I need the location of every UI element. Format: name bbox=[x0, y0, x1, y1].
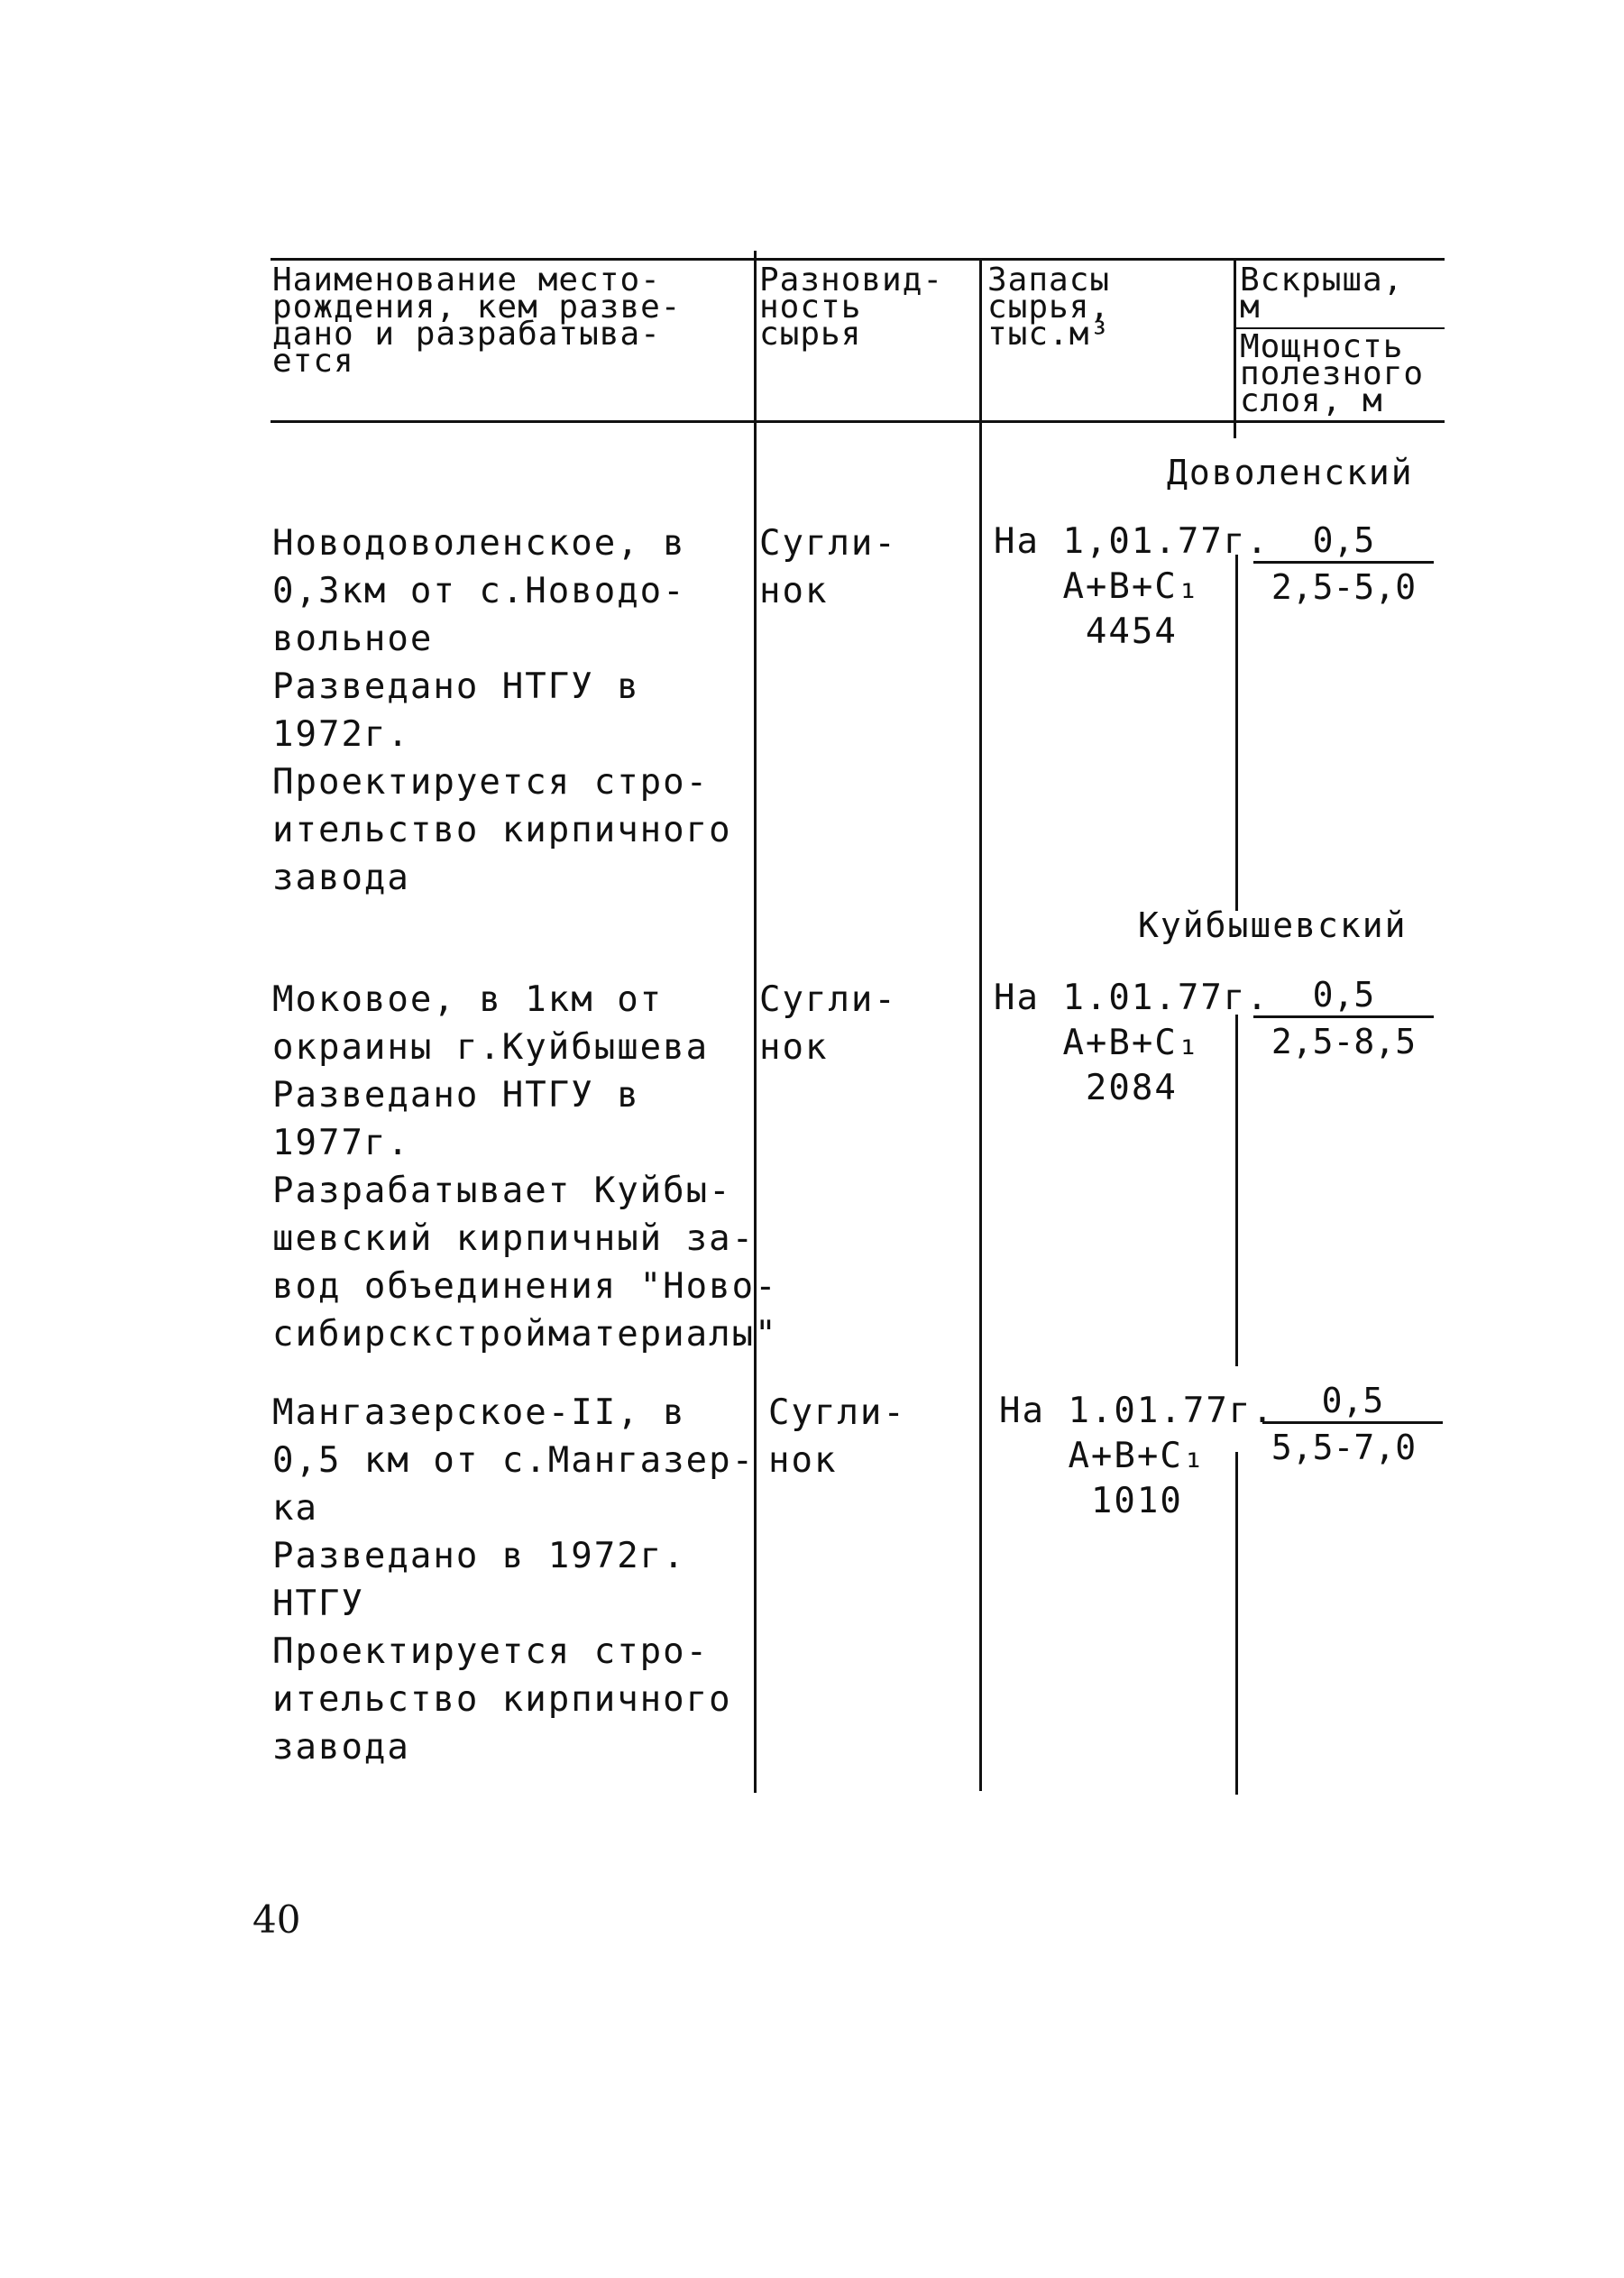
overburden-value: 0,5 bbox=[1253, 978, 1434, 1018]
page-number: 40 bbox=[252, 1897, 301, 1942]
overburden-value: 0,5 bbox=[1262, 1383, 1443, 1424]
header-layer-thickness: Мощность полезного слоя, м bbox=[1240, 328, 1425, 419]
overburden-value: 0,5 bbox=[1253, 523, 1434, 564]
header-material-type: Разновид- ность сырья bbox=[759, 262, 944, 353]
deposit-description: Моковое, в 1км от окраины г.Куйбышева Разведано НТГУ в 1977г. Разрабатывает Куйбы- шевский кирпичный за- вод объединения "Ново- сибирскстройматериалы" bbox=[272, 979, 778, 1355]
material-type: Сугли- нок bbox=[768, 1392, 906, 1481]
material-type: Сугли- нок bbox=[759, 523, 897, 611]
header-deposit-name: Наименование место- рождения, кем разве- дано и разрабатыва- ется bbox=[272, 262, 682, 380]
reserves-value: На 1,01.77г. A+B+C₁ 4454 bbox=[994, 521, 1270, 652]
header-reserves: Запасы сырья, тыс.м³ bbox=[987, 262, 1111, 353]
district-heading: Куйбышевский bbox=[1138, 905, 1408, 945]
layer-thickness-value: 2,5-8,5 bbox=[1271, 1022, 1417, 1061]
layer-thickness-value: 2,5-5,0 bbox=[1271, 567, 1417, 607]
table-top-rule bbox=[271, 258, 1445, 261]
layer-thickness-value: 5,5-7,0 bbox=[1271, 1428, 1417, 1467]
header-col-divider-2 bbox=[979, 258, 982, 1791]
reserves-value: На 1.01.77г. A+B+C₁ 1010 bbox=[999, 1391, 1275, 1521]
material-type: Сугли- нок bbox=[759, 979, 897, 1068]
header-overburden: Вскрыша, м bbox=[1240, 262, 1404, 326]
reserves-value: На 1.01.77г. A+B+C₁ 2084 bbox=[994, 978, 1270, 1108]
district-heading: Доволенский bbox=[1167, 453, 1414, 492]
header-col-divider-3 bbox=[1234, 258, 1236, 438]
deposit-description: Новодоволенское, в 0,3км от с.Новодо- вольное Разведано НТГУ в 1972г. Проектируется стро- ительство кирпичного завода bbox=[272, 523, 732, 898]
header-bottom-rule bbox=[271, 420, 1445, 423]
deposit-description: Мангазерское-II, в 0,5 км от с.Мангазер- ка Разведано в 1972г. НТГУ Проектируется стро- ительство кирпичного завода bbox=[272, 1392, 756, 1768]
